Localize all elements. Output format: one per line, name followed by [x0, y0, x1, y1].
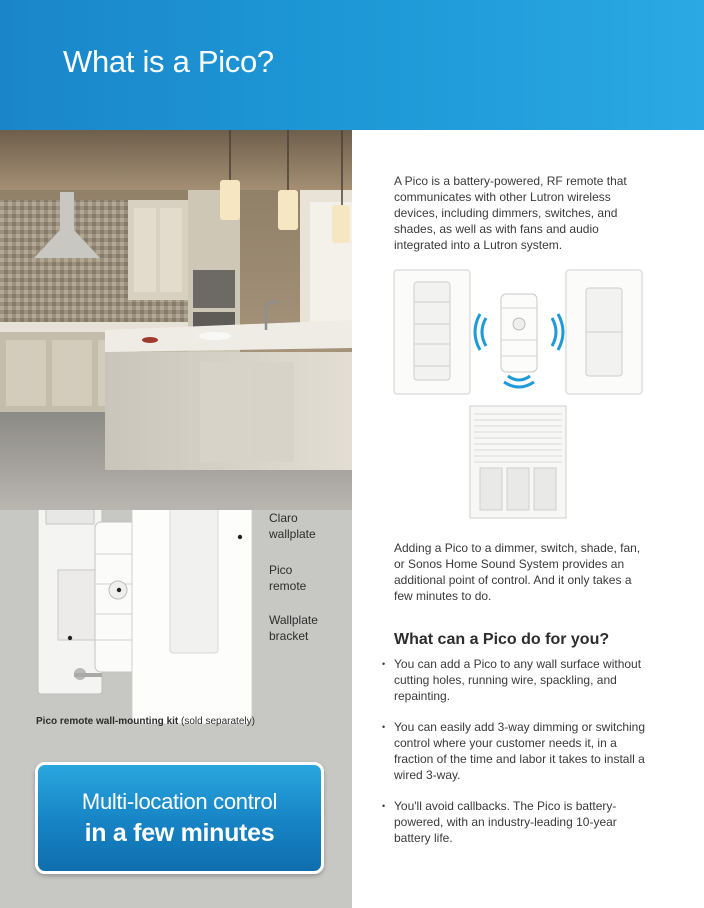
left-panel [0, 130, 352, 908]
bullet-text: You'll avoid callbacks. The Pico is battery-powered, with an industry-leading 10-year battery life. [394, 799, 617, 845]
kit-caption-title: Pico remote wall-mounting kit [36, 716, 179, 727]
promo-callout [35, 762, 324, 874]
devices-illustration [390, 264, 650, 524]
page-header [0, 0, 704, 130]
list-item [381, 656, 646, 704]
label-claro-wallplate: Claro wallplate [269, 511, 316, 541]
section-heading: What can a Pico do for you? [394, 631, 610, 648]
list-item [381, 719, 646, 783]
promo-line2: in a few minutes [84, 819, 275, 847]
benefits-list [381, 656, 646, 861]
kit-caption [36, 716, 255, 727]
kitchen-photo [0, 130, 352, 510]
label-wallplate-bracket: Wallplate bracket [269, 613, 318, 643]
list-item [381, 798, 646, 846]
bullet-icon: • [382, 722, 386, 732]
bullet-text: You can easily add 3-way dimming or switching control where your customer needs it, in a fraction of the time and labor it takes to install a wired 3-way. [394, 720, 646, 782]
bullet-text: You can add a Pico to any wall surface without cutting holes, running wire, spackling, and repainting. [394, 657, 642, 703]
label-pico-remote: Pico remote [269, 563, 307, 593]
promo-line1: Multi-location control [81, 789, 278, 814]
mounting-kit-illustration [0, 510, 352, 740]
kit-caption-note: (sold separately) [178, 716, 255, 727]
page-title: What is a Pico? [63, 44, 274, 79]
bullet-icon: • [382, 801, 386, 811]
paragraph-2: Adding a Pico to a dimmer, switch, shade, fan, or Sonos Home Sound System provides an additional point of control. And it only takes a few minutes to do. [394, 541, 641, 603]
bullet-icon: • [382, 659, 386, 669]
intro-paragraph: A Pico is a battery-powered, RF remote that communicates with other Lutron wireless devices, including dimmers, switches, and shades, as well as with fans and audio integrated into a Lutron system. [394, 174, 627, 252]
